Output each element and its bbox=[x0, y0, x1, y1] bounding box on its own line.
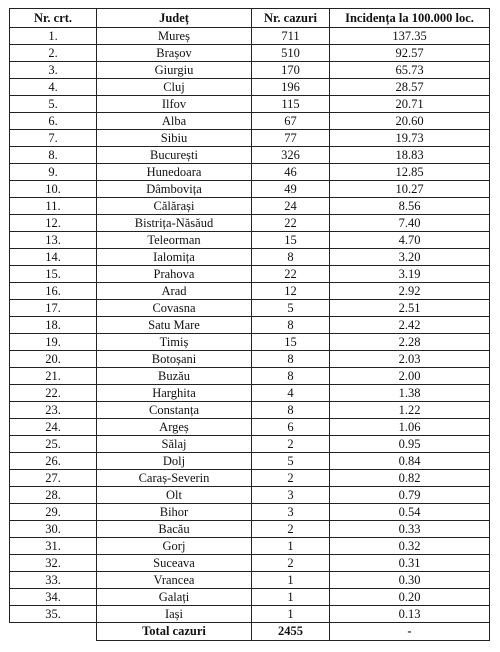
cell-incidenta: 0.33 bbox=[330, 521, 490, 538]
cell-nr-crt: 33. bbox=[10, 572, 97, 589]
cell-judet: Dolj bbox=[97, 453, 252, 470]
cell-nr-crt: 7. bbox=[10, 130, 97, 147]
cell-nr-cazuri: 2 bbox=[252, 470, 330, 487]
cell-nr-cazuri: 1 bbox=[252, 572, 330, 589]
cell-nr-crt: 35. bbox=[10, 606, 97, 623]
table-row bbox=[10, 402, 490, 419]
cell-incidenta: 2.28 bbox=[330, 334, 490, 351]
cell-nr-crt: 14. bbox=[10, 249, 97, 266]
cell-incidenta: 0.32 bbox=[330, 538, 490, 555]
table-row bbox=[10, 198, 490, 215]
cell-judet: Bacău bbox=[97, 521, 252, 538]
cell-judet: Argeș bbox=[97, 419, 252, 436]
cell-nr-cazuri: 1 bbox=[252, 589, 330, 606]
cell-judet: Bihor bbox=[97, 504, 252, 521]
cell-nr-crt: 2. bbox=[10, 45, 97, 62]
cell-nr-crt: 15. bbox=[10, 266, 97, 283]
cell-nr-crt: 18. bbox=[10, 317, 97, 334]
cell-nr-cazuri: 8 bbox=[252, 402, 330, 419]
cell-judet: Mureș bbox=[97, 28, 252, 45]
cell-incidenta: 28.57 bbox=[330, 79, 490, 96]
cell-incidenta: 65.73 bbox=[330, 62, 490, 79]
total-cazuri: 2455 bbox=[252, 623, 330, 641]
cell-incidenta: 0.82 bbox=[330, 470, 490, 487]
cell-nr-cazuri: 49 bbox=[252, 181, 330, 198]
cell-judet: Vrancea bbox=[97, 572, 252, 589]
cell-nr-crt: 21. bbox=[10, 368, 97, 385]
cell-incidenta: 12.85 bbox=[330, 164, 490, 181]
cell-incidenta: 92.57 bbox=[330, 45, 490, 62]
cell-nr-cazuri: 170 bbox=[252, 62, 330, 79]
cell-judet: Ilfov bbox=[97, 96, 252, 113]
table-row bbox=[10, 28, 490, 45]
cell-incidenta: 2.03 bbox=[330, 351, 490, 368]
table-row bbox=[10, 147, 490, 164]
cell-judet: Alba bbox=[97, 113, 252, 130]
cell-judet: București bbox=[97, 147, 252, 164]
cell-judet: Dâmbovița bbox=[97, 181, 252, 198]
cell-judet: Constanța bbox=[97, 402, 252, 419]
cell-nr-crt: 1. bbox=[10, 28, 97, 45]
cell-nr-crt: 5. bbox=[10, 96, 97, 113]
cell-incidenta: 0.30 bbox=[330, 572, 490, 589]
table-row bbox=[10, 555, 490, 572]
cell-nr-crt: 27. bbox=[10, 470, 97, 487]
table-row bbox=[10, 45, 490, 62]
cell-incidenta: 137.35 bbox=[330, 28, 490, 45]
cell-incidenta: 3.19 bbox=[330, 266, 490, 283]
cell-nr-cazuri: 8 bbox=[252, 317, 330, 334]
cell-nr-cazuri: 326 bbox=[252, 147, 330, 164]
cell-judet: Caraș-Severin bbox=[97, 470, 252, 487]
cell-nr-cazuri: 2 bbox=[252, 555, 330, 572]
cell-nr-crt: 25. bbox=[10, 436, 97, 453]
cell-nr-cazuri: 4 bbox=[252, 385, 330, 402]
total-incidenta: - bbox=[330, 623, 490, 641]
cell-incidenta: 10.27 bbox=[330, 181, 490, 198]
table-row bbox=[10, 453, 490, 470]
cell-nr-crt: 3. bbox=[10, 62, 97, 79]
table-row bbox=[10, 266, 490, 283]
cell-incidenta: 7.40 bbox=[330, 215, 490, 232]
cell-judet: Iași bbox=[97, 606, 252, 623]
cell-nr-cazuri: 22 bbox=[252, 266, 330, 283]
cell-nr-crt: 9. bbox=[10, 164, 97, 181]
cell-judet: Giurgiu bbox=[97, 62, 252, 79]
cell-judet: Ialomița bbox=[97, 249, 252, 266]
table-row bbox=[10, 96, 490, 113]
cell-nr-cazuri: 6 bbox=[252, 419, 330, 436]
table-row bbox=[10, 113, 490, 130]
table-row bbox=[10, 283, 490, 300]
cell-nr-cazuri: 510 bbox=[252, 45, 330, 62]
cell-nr-crt: 23. bbox=[10, 402, 97, 419]
table-row bbox=[10, 504, 490, 521]
cell-nr-cazuri: 77 bbox=[252, 130, 330, 147]
cell-judet: Gorj bbox=[97, 538, 252, 555]
table-row bbox=[10, 317, 490, 334]
header-nr-crt: Nr. crt. bbox=[10, 9, 97, 28]
cell-nr-cazuri: 2 bbox=[252, 436, 330, 453]
table-row bbox=[10, 62, 490, 79]
total-label: Total cazuri bbox=[97, 623, 252, 641]
table-row bbox=[10, 351, 490, 368]
cell-judet: Brașov bbox=[97, 45, 252, 62]
cell-judet: Satu Mare bbox=[97, 317, 252, 334]
table-row bbox=[10, 232, 490, 249]
cell-nr-cazuri: 2 bbox=[252, 521, 330, 538]
cell-incidenta: 19.73 bbox=[330, 130, 490, 147]
table-row bbox=[10, 164, 490, 181]
cell-incidenta: 20.71 bbox=[330, 96, 490, 113]
cell-nr-crt: 19. bbox=[10, 334, 97, 351]
cell-incidenta: 20.60 bbox=[330, 113, 490, 130]
table-row bbox=[10, 419, 490, 436]
table-row bbox=[10, 487, 490, 504]
cell-incidenta: 2.51 bbox=[330, 300, 490, 317]
cell-judet: Hunedoara bbox=[97, 164, 252, 181]
cell-nr-crt: 8. bbox=[10, 147, 97, 164]
cell-incidenta: 2.42 bbox=[330, 317, 490, 334]
cell-nr-cazuri: 15 bbox=[252, 334, 330, 351]
cell-incidenta: 0.31 bbox=[330, 555, 490, 572]
cell-nr-cazuri: 22 bbox=[252, 215, 330, 232]
cell-nr-crt: 31. bbox=[10, 538, 97, 555]
cell-nr-cazuri: 711 bbox=[252, 28, 330, 45]
cell-nr-crt: 12. bbox=[10, 215, 97, 232]
cell-judet: Cluj bbox=[97, 79, 252, 96]
table-row bbox=[10, 79, 490, 96]
table-row bbox=[10, 334, 490, 351]
cell-nr-cazuri: 12 bbox=[252, 283, 330, 300]
cell-incidenta: 2.00 bbox=[330, 368, 490, 385]
cell-nr-cazuri: 8 bbox=[252, 351, 330, 368]
cases-by-county-table bbox=[9, 8, 490, 641]
cell-nr-crt: 30. bbox=[10, 521, 97, 538]
table-row bbox=[10, 130, 490, 147]
cell-incidenta: 0.79 bbox=[330, 487, 490, 504]
cell-incidenta: 0.13 bbox=[330, 606, 490, 623]
cell-nr-crt: 22. bbox=[10, 385, 97, 402]
table-row bbox=[10, 215, 490, 232]
table-row bbox=[10, 436, 490, 453]
table-row bbox=[10, 249, 490, 266]
cell-nr-crt: 6. bbox=[10, 113, 97, 130]
header-judet: Județ bbox=[97, 9, 252, 28]
cell-incidenta: 2.92 bbox=[330, 283, 490, 300]
cell-judet: Harghita bbox=[97, 385, 252, 402]
cell-nr-crt: 24. bbox=[10, 419, 97, 436]
cell-nr-cazuri: 24 bbox=[252, 198, 330, 215]
table-row bbox=[10, 538, 490, 555]
cell-nr-cazuri: 67 bbox=[252, 113, 330, 130]
cell-nr-cazuri: 3 bbox=[252, 504, 330, 521]
cell-nr-cazuri: 5 bbox=[252, 300, 330, 317]
table-row bbox=[10, 572, 490, 589]
cell-nr-crt: 16. bbox=[10, 283, 97, 300]
cell-nr-crt: 32. bbox=[10, 555, 97, 572]
cell-judet: Botoșani bbox=[97, 351, 252, 368]
cell-nr-cazuri: 3 bbox=[252, 487, 330, 504]
total-row bbox=[10, 623, 490, 641]
cell-judet: Bistrița-Năsăud bbox=[97, 215, 252, 232]
cell-incidenta: 0.54 bbox=[330, 504, 490, 521]
cell-judet: Buzău bbox=[97, 368, 252, 385]
header-nr-cazuri: Nr. cazuri bbox=[252, 9, 330, 28]
cell-incidenta: 8.56 bbox=[330, 198, 490, 215]
cell-incidenta: 1.06 bbox=[330, 419, 490, 436]
cell-incidenta: 1.22 bbox=[330, 402, 490, 419]
cell-judet: Prahova bbox=[97, 266, 252, 283]
table-row bbox=[10, 300, 490, 317]
cell-judet: Arad bbox=[97, 283, 252, 300]
cell-incidenta: 18.83 bbox=[330, 147, 490, 164]
cell-nr-cazuri: 8 bbox=[252, 368, 330, 385]
cell-judet: Olt bbox=[97, 487, 252, 504]
table-row bbox=[10, 368, 490, 385]
cell-judet: Sibiu bbox=[97, 130, 252, 147]
cell-nr-crt: 34. bbox=[10, 589, 97, 606]
table-header-row bbox=[10, 9, 490, 28]
cell-incidenta: 0.84 bbox=[330, 453, 490, 470]
table-row bbox=[10, 181, 490, 198]
cell-nr-crt: 4. bbox=[10, 79, 97, 96]
cell-incidenta: 1.38 bbox=[330, 385, 490, 402]
cell-nr-cazuri: 15 bbox=[252, 232, 330, 249]
cell-judet: Sălaj bbox=[97, 436, 252, 453]
cell-nr-crt: 26. bbox=[10, 453, 97, 470]
table-row bbox=[10, 470, 490, 487]
cell-nr-crt: 29. bbox=[10, 504, 97, 521]
cell-nr-cazuri: 115 bbox=[252, 96, 330, 113]
cell-incidenta: 0.95 bbox=[330, 436, 490, 453]
cell-judet: Teleorman bbox=[97, 232, 252, 249]
cell-nr-cazuri: 5 bbox=[252, 453, 330, 470]
table-row bbox=[10, 385, 490, 402]
table-row bbox=[10, 589, 490, 606]
cases-table-container bbox=[9, 8, 489, 641]
cell-nr-crt: 10. bbox=[10, 181, 97, 198]
cell-nr-crt: 13. bbox=[10, 232, 97, 249]
cell-incidenta: 3.20 bbox=[330, 249, 490, 266]
cell-judet: Călărași bbox=[97, 198, 252, 215]
cell-nr-cazuri: 46 bbox=[252, 164, 330, 181]
cell-nr-cazuri: 196 bbox=[252, 79, 330, 96]
cell-nr-cazuri: 8 bbox=[252, 249, 330, 266]
cell-nr-crt: 28. bbox=[10, 487, 97, 504]
table-body bbox=[10, 28, 490, 623]
total-empty-cell bbox=[10, 623, 97, 641]
cell-incidenta: 4.70 bbox=[330, 232, 490, 249]
cell-nr-cazuri: 1 bbox=[252, 538, 330, 555]
header-incidenta: Incidența la 100.000 loc. bbox=[330, 9, 490, 28]
cell-nr-crt: 20. bbox=[10, 351, 97, 368]
cell-nr-cazuri: 1 bbox=[252, 606, 330, 623]
cell-nr-crt: 17. bbox=[10, 300, 97, 317]
cell-nr-crt: 11. bbox=[10, 198, 97, 215]
cell-incidenta: 0.20 bbox=[330, 589, 490, 606]
cell-judet: Covasna bbox=[97, 300, 252, 317]
table-row bbox=[10, 521, 490, 538]
table-row bbox=[10, 606, 490, 623]
cell-judet: Timiș bbox=[97, 334, 252, 351]
cell-judet: Galați bbox=[97, 589, 252, 606]
cell-judet: Suceava bbox=[97, 555, 252, 572]
